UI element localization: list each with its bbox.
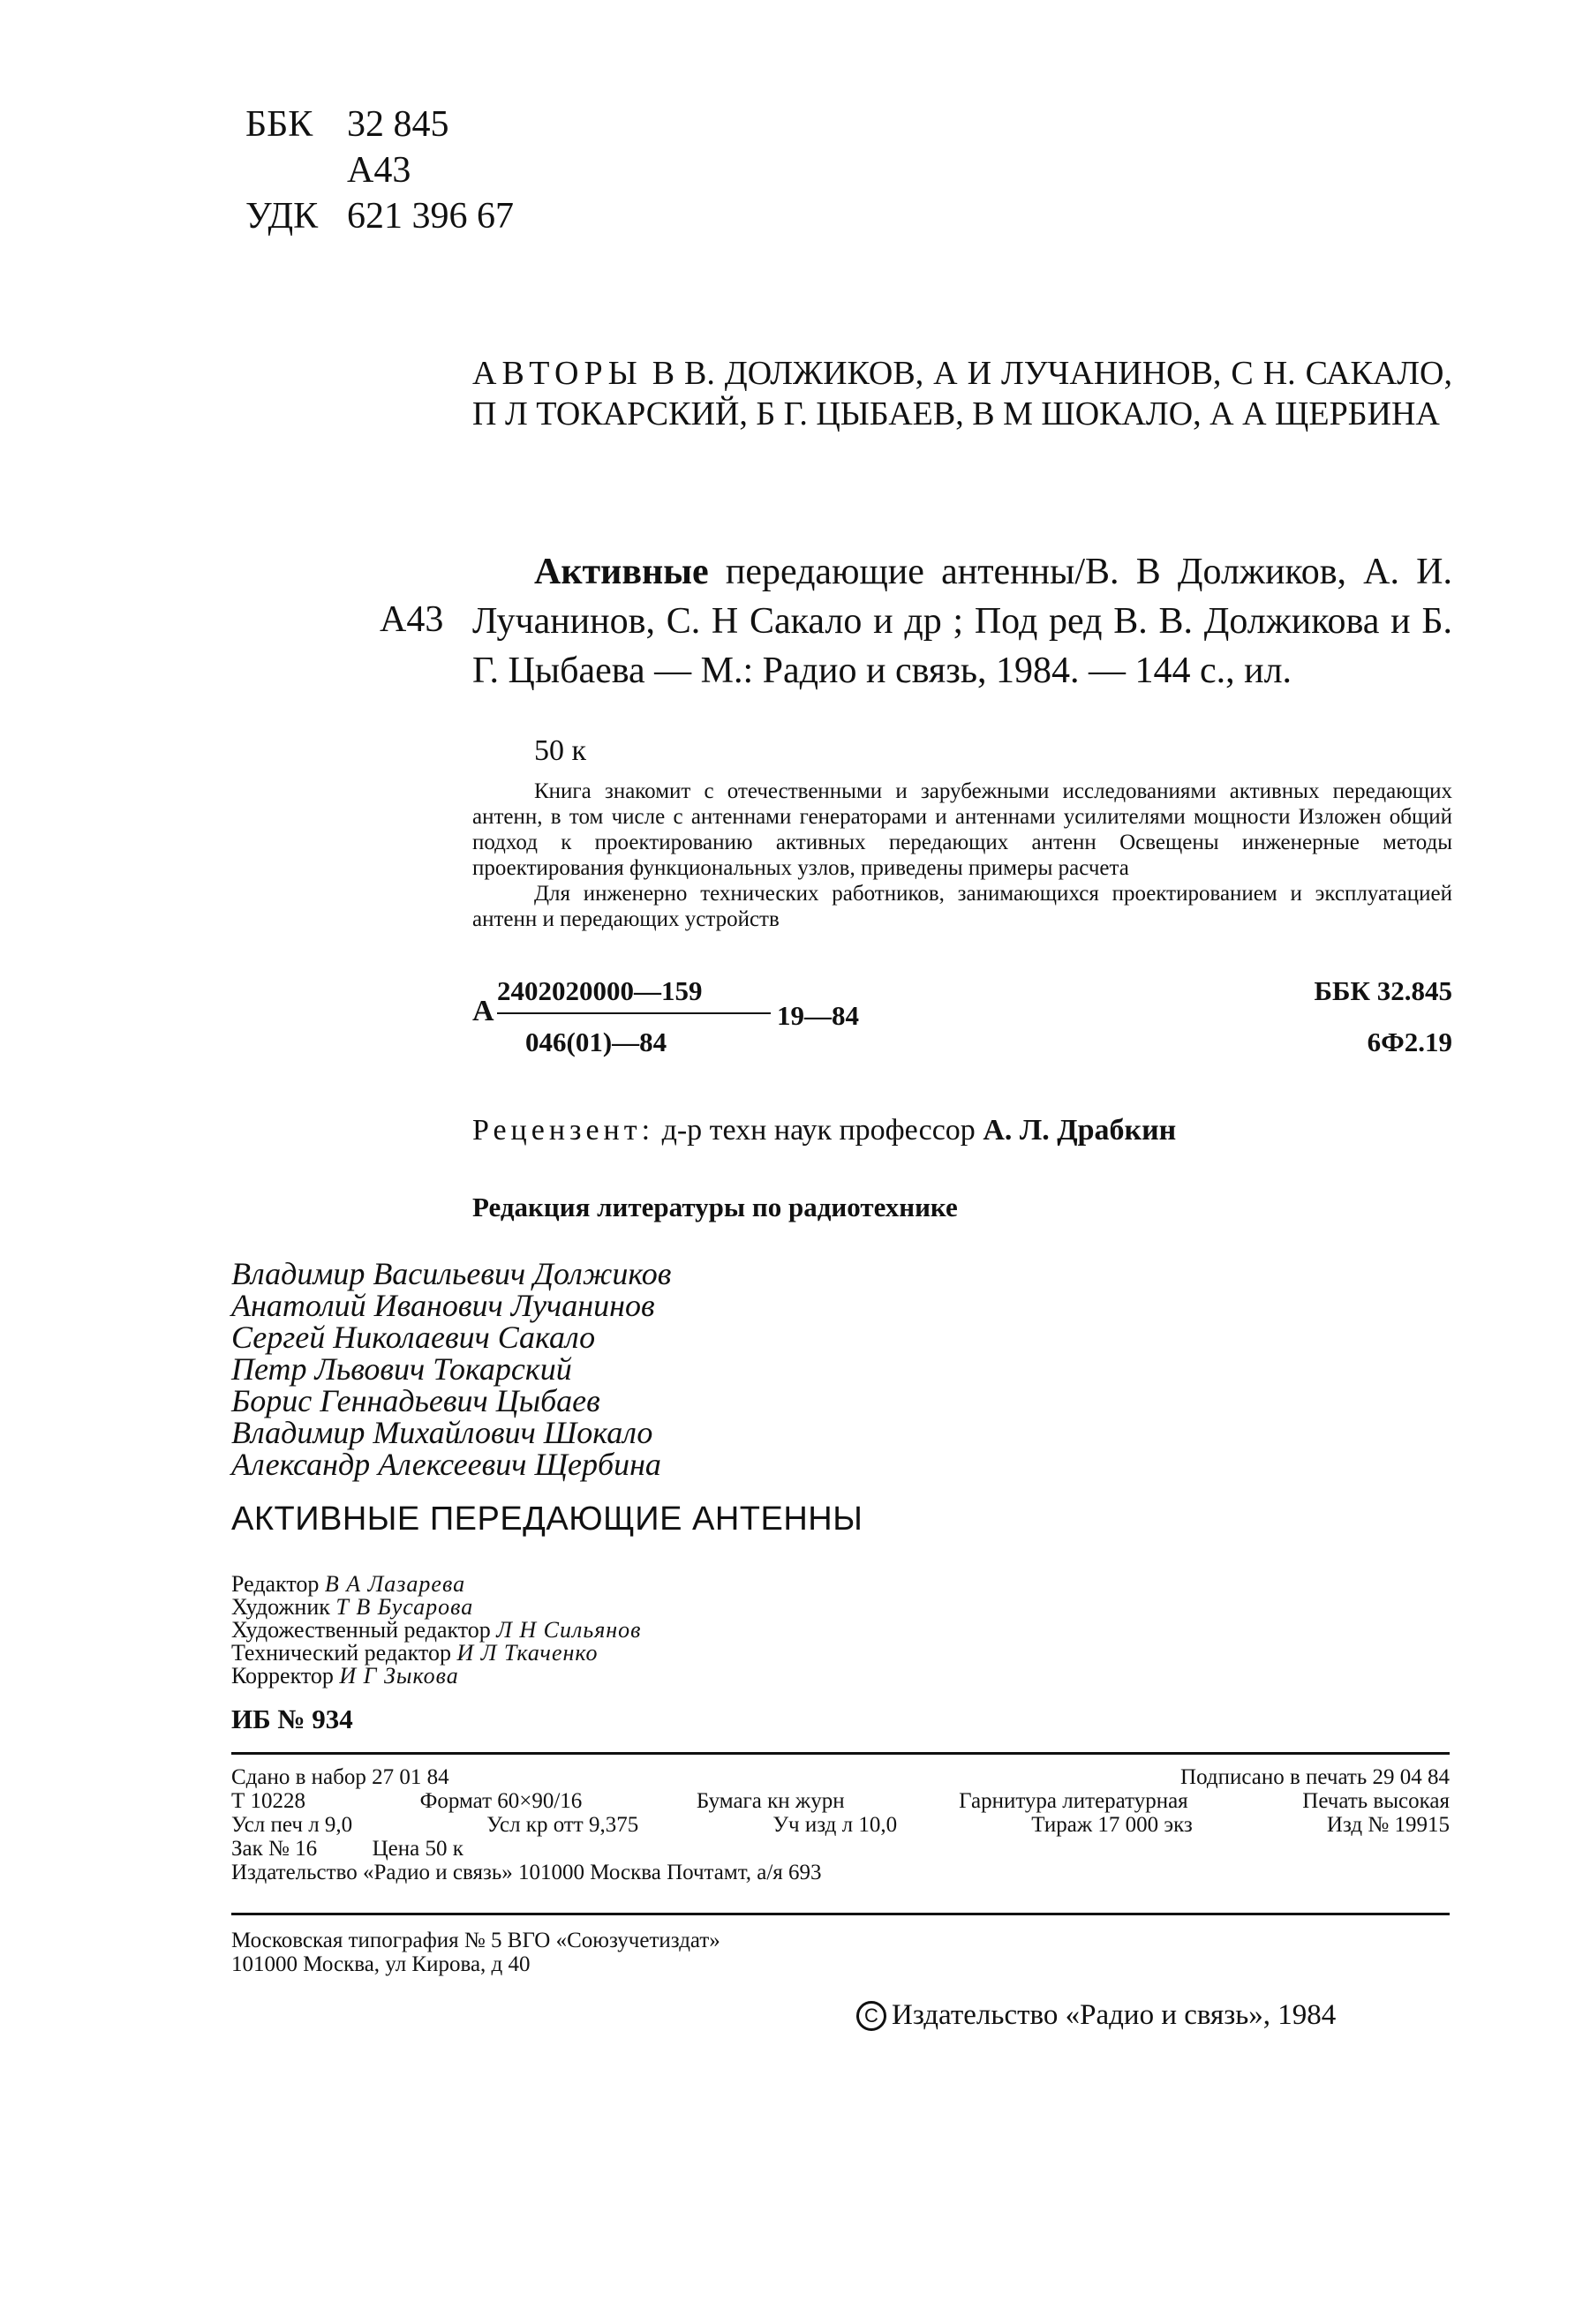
credit-name: В А Лазарева xyxy=(324,1571,466,1597)
credit-row xyxy=(231,1665,641,1688)
printer-line: 101000 Москва, ул Кирова, д 40 xyxy=(231,1952,531,1976)
credit-row xyxy=(231,1642,641,1665)
pub-cell: Бумага кн журн xyxy=(696,1789,845,1813)
author-name: Владимир Михайлович Шокало xyxy=(231,1415,653,1450)
pub-cell: Изд № 19915 xyxy=(1326,1813,1450,1837)
credit-name: Т В Бусарова xyxy=(335,1594,474,1620)
credit-name: Л Н Сильянов xyxy=(496,1617,642,1643)
credit-role: Редактор xyxy=(231,1571,320,1597)
divider xyxy=(231,1752,1450,1755)
credit-row xyxy=(231,1573,641,1596)
credit-name: И Г Зыкова xyxy=(339,1663,459,1688)
pub-cell: Усл кр отт 9,375 xyxy=(486,1813,639,1837)
redaction: Редакция литературы по радиотехнике xyxy=(472,1192,958,1222)
formula-bbk: ББК 32.845 xyxy=(1314,975,1452,1006)
authors-label: АВТОРЫ xyxy=(472,355,643,392)
formula-fraction-line xyxy=(497,1012,771,1014)
citation xyxy=(472,547,1452,696)
citation-title: Активные xyxy=(534,552,709,592)
credit-role: Технический редактор xyxy=(231,1640,451,1666)
author-name: Владимир Васильевич Должиков xyxy=(231,1256,672,1291)
pub-cell: Печать высокая xyxy=(1302,1789,1450,1813)
printer-details xyxy=(231,1929,720,1976)
formula-numerator: 2402020000—159 xyxy=(497,975,703,1006)
reviewer-name: А. Л. Драбкин xyxy=(983,1114,1177,1147)
authors-text: В В. ДОЛЖИКОВ, А И ЛУЧАНИНОВ, С Н. САКАЛО, П Л ТОКАРСКИЙ, Б Г. ЦЫБАЕВ, В М ШОКАЛО, А А ЩЕРБИНА xyxy=(472,355,1452,432)
index-formula xyxy=(472,975,1452,1072)
authors-line xyxy=(472,353,1452,434)
author-name: Петр Львович Токарский xyxy=(231,1351,572,1387)
copyright-icon: C xyxy=(856,2001,886,2031)
credit-row xyxy=(231,1619,641,1642)
bbk-value: 32 845 xyxy=(347,104,449,145)
formula-code: 6Ф2.19 xyxy=(1367,1027,1452,1057)
publishing-details xyxy=(231,1765,1450,1884)
copyright-text: Издательство «Радио и связь», 1984 xyxy=(892,1999,1337,2031)
credit-role: Корректор xyxy=(231,1663,334,1688)
book-title: АКТИВНЫЕ ПЕРЕДАЮЩИЕ АНТЕННЫ xyxy=(231,1500,863,1538)
citation-index: А43 xyxy=(380,599,444,640)
formula-letter: А xyxy=(472,995,494,1027)
annotation-paragraph: Для инженерно технических работников, занимающихся проектированием и эксплуатацией антенн и передающих устройств xyxy=(472,882,1452,931)
author-full-names xyxy=(231,1258,671,1480)
printer-line: Московская типография № 5 ВГО «Союзучетиздат» xyxy=(231,1929,720,1952)
pub-cell: Уч изд л 10,0 xyxy=(772,1813,898,1837)
pub-cell: Усл печ л 9,0 xyxy=(231,1813,353,1837)
pub-publisher: Издательство «Радио и связь» 101000 Москва Почтамт, а/я 693 xyxy=(231,1861,822,1884)
classification-block xyxy=(245,102,514,239)
pub-order: Зак № 16 Цена 50 к xyxy=(231,1837,463,1861)
author-name: Александр Алексеевич Щербина xyxy=(231,1447,661,1482)
pub-cell: Т 10228 xyxy=(231,1789,306,1813)
bbk-label: ББК xyxy=(245,104,313,145)
formula-suffix: 19—84 xyxy=(777,1000,859,1031)
pub-submitted: Сдано в набор 27 01 84 xyxy=(231,1765,449,1789)
credits xyxy=(231,1573,641,1688)
pub-cell: Формат 60×90/16 xyxy=(419,1789,583,1813)
ib-number: ИБ № 934 xyxy=(231,1704,353,1734)
pub-cell: Гарнитура литературная xyxy=(959,1789,1188,1813)
annotation xyxy=(472,778,1452,932)
reviewer-label: Рецензент: xyxy=(472,1114,655,1147)
annotation-paragraph: Книга знакомит с отечественными и зарубежными исследованиями активных передающих антенн, в том числе с антеннами генераторами и антеннами усилителями мощности Изложен общий подход к проектированию активных передающих антенн Освещены инженерные методы проектирования функциональных узлов, приведены примеры расчета xyxy=(472,779,1452,880)
citation-text: передающие антенны/В. В Должиков, А. И. Лучанинов, С. Н Сакало и др ; Под ред В. В. Должикова и Б. Г. Цыбаева — М.: Радио и связь, 1984. — 144 с., ил. xyxy=(472,552,1453,691)
author-name: Анатолий Иванович Лучанинов xyxy=(231,1288,655,1323)
credit-role: Художественный редактор xyxy=(231,1617,491,1643)
pub-signed: Подписано в печать 29 04 84 xyxy=(1180,1765,1450,1789)
author-mark: А43 xyxy=(347,150,411,191)
credit-name: И Л Ткаченко xyxy=(456,1640,599,1666)
reviewer xyxy=(472,1114,1176,1147)
credit-role: Художник xyxy=(231,1594,330,1620)
udk-value: 621 396 67 xyxy=(347,196,514,237)
author-name: Борис Геннадьевич Цыбаев xyxy=(231,1383,600,1418)
divider xyxy=(231,1913,1450,1915)
pub-cell: Тираж 17 000 экз xyxy=(1031,1813,1193,1837)
reviewer-text: д-р техн наук профессор xyxy=(661,1114,976,1147)
udk-label: УДК xyxy=(245,196,319,237)
formula-denominator: 046(01)—84 xyxy=(525,1027,667,1057)
price: 50 к xyxy=(534,734,587,767)
author-name: Сергей Николаевич Сакало xyxy=(231,1320,596,1355)
credit-row xyxy=(231,1596,641,1619)
copyright xyxy=(856,1999,1336,2032)
